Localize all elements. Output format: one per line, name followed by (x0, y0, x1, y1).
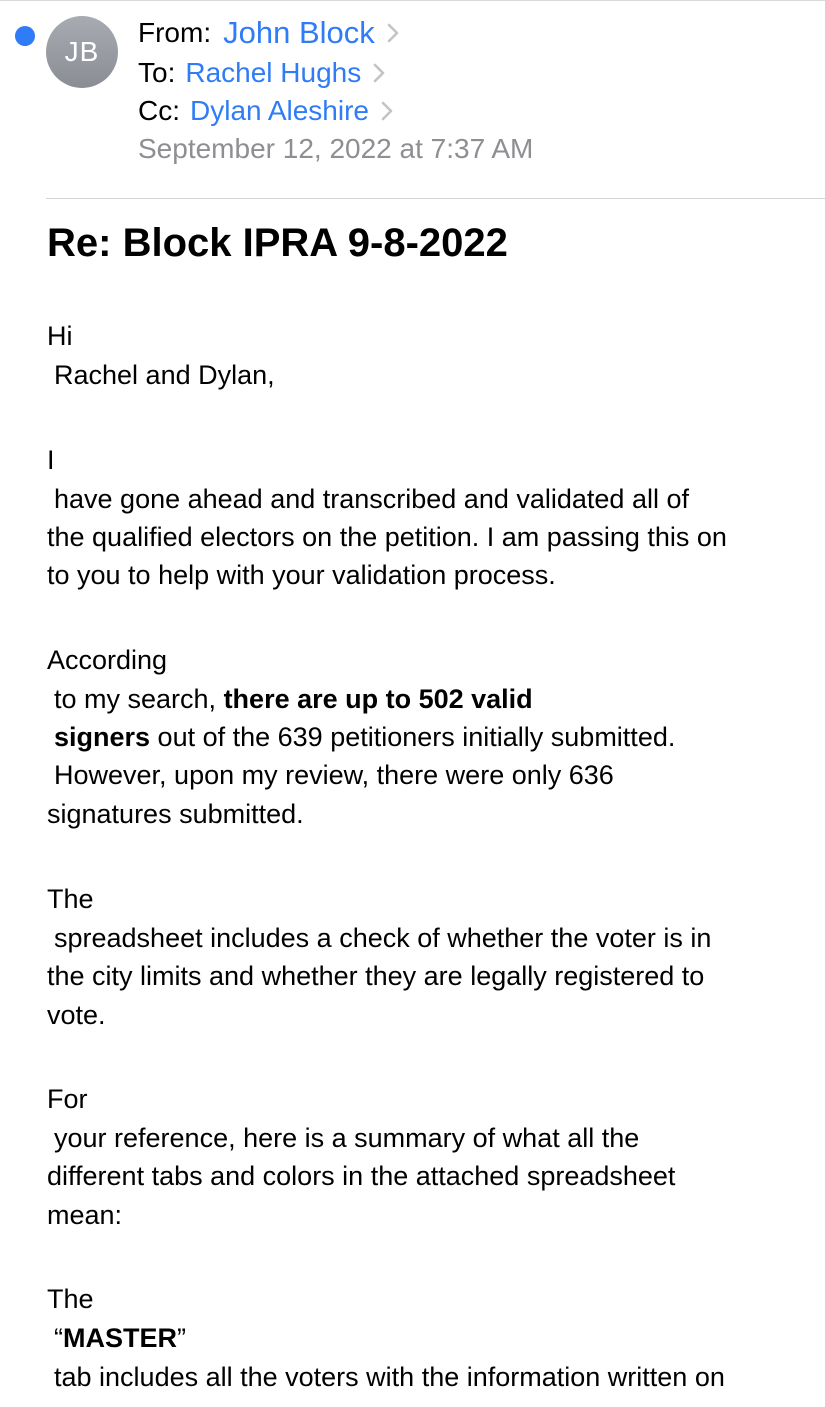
body-line: For (47, 1084, 88, 1114)
body-line: According (47, 645, 168, 675)
from-name-link[interactable]: John Block (223, 15, 375, 50)
cc-name-link[interactable]: Dylan Aleshire (190, 95, 369, 126)
body-text-bold: MASTER (63, 1323, 177, 1353)
body-line: the city limits and whether they are legally registered to (47, 961, 705, 991)
to-row[interactable] (138, 57, 385, 89)
cc-row[interactable] (138, 95, 393, 127)
body-line: Hi (47, 321, 73, 351)
chevron-right-icon (387, 23, 399, 43)
message-date: September 12, 2022 at 7:37 AM (138, 133, 534, 164)
body-line: The (47, 884, 94, 914)
body-line (54, 722, 675, 753)
body-line: signatures submitted. (47, 799, 304, 829)
from-label: From: (138, 17, 212, 48)
body-line: I (47, 445, 55, 475)
body-line: tab includes all the voters with the information written on (54, 1362, 725, 1392)
chevron-right-icon (373, 63, 385, 83)
to-name-link[interactable]: Rachel Hughs (185, 57, 362, 88)
body-line: However, upon my review, there were only 636 (54, 760, 614, 790)
body-line: mean: (47, 1200, 123, 1230)
header-divider (46, 198, 825, 199)
chevron-right-icon (381, 101, 393, 121)
from-row[interactable] (138, 15, 399, 51)
body-text-bold: there are up to 502 valid (223, 684, 533, 714)
body-line: vote. (47, 1000, 106, 1030)
top-divider (0, 0, 825, 1)
cc-label: Cc: (138, 95, 180, 126)
body-line: spreadsheet includes a check of whether the voter is in (54, 923, 712, 953)
body-line: Rachel and Dylan, (54, 360, 275, 390)
body-text: “ (54, 1323, 63, 1353)
body-line: your reference, here is a summary of what all the (54, 1123, 640, 1153)
body-text: out of the 639 petitioners initially submitted. (150, 722, 676, 752)
body-line: The (47, 1284, 94, 1314)
body-line: to you to help with your validation process. (47, 560, 556, 590)
email-subject: Re: Block IPRA 9-8-2022 (47, 221, 508, 265)
sender-avatar[interactable]: JB (46, 16, 118, 88)
body-text: ” (177, 1323, 186, 1353)
body-text-bold: signers (54, 722, 151, 752)
body-line: different tabs and colors in the attached spreadsheet (47, 1161, 676, 1191)
body-line (54, 1323, 186, 1354)
body-text: to my search, (54, 684, 224, 714)
body-line: have gone ahead and transcribed and validated all of (54, 484, 689, 514)
body-line: the qualified electors on the petition. I am passing this on (47, 522, 727, 552)
to-label: To: (138, 57, 176, 88)
body-line (54, 684, 533, 715)
unread-indicator (15, 26, 35, 46)
